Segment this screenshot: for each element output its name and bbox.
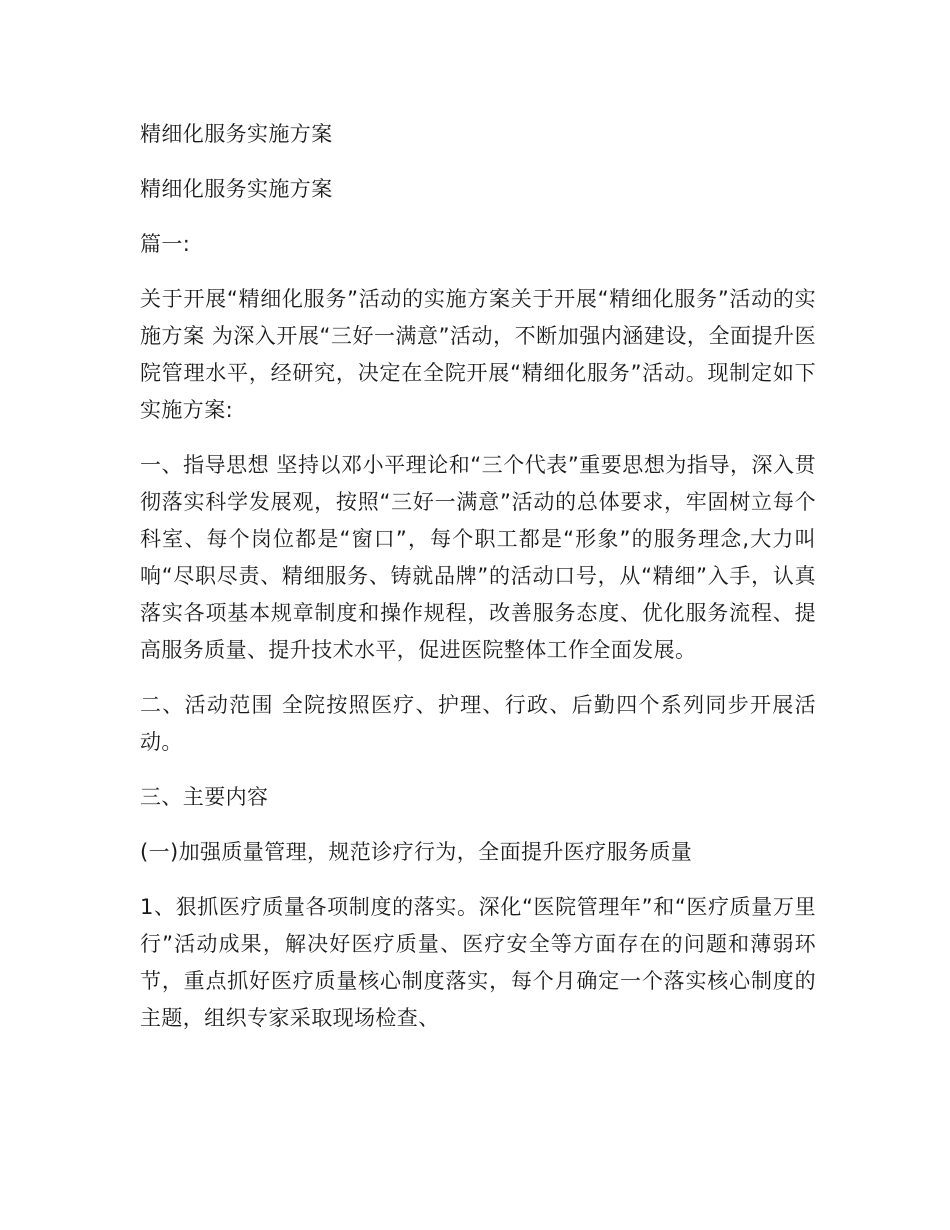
section-label: 篇一: (140, 232, 191, 256)
paragraph-intro: 关于开展“精细化服务”活动的实施方案关于开展“精细化服务”活动的实施方案 为深入开展“三好一满意”活动，不断加强内涵建设，全面提升医院管理水平，经研究，决定在全院开展“精细化服务”活动。现制定如下实施方案: (140, 287, 816, 422)
paragraph-quality-system: 1、狠抓医疗质量各项制度的落实。深化“医院管理年”和“医疗质量万里行”活动成果，解决好医疗质量、医疗安全等方面存在的问题和薄弱环节，重点抓好医疗质量核心制度落实，每个月确定一个落实核心制度的主题，组织专家采取现场检查、 (140, 895, 816, 1030)
document-subtitle: 精细化服务实施方案 (140, 177, 333, 201)
heading-main-content: 三、主要内容 (140, 785, 269, 809)
document-title: 精细化服务实施方案 (140, 122, 333, 146)
heading-quality-management: (一)加强质量管理，规范诊疗行为，全面提升医疗服务质量 (140, 840, 693, 864)
document-body (140, 116, 816, 1055)
paragraph-guiding-thought: 一、指导思想 坚持以邓小平理论和“三个代表”重要思想为指导，深入贯彻落实科学发展观，按照“三好一满意”活动的总体要求，牢固树立每个科室、每个岗位都是“窗口”，每个职工都是“形象”的服务理念,大力叫响“尽职尽责、精细服务、铸就品牌”的活动口号，从“精细”入手，认真落实各项基本规章制度和操作规程，改善服务态度、优化服务流程、提高服务质量、提升技术水平，促进医院整体工作全面发展。 (140, 453, 816, 662)
paragraph-scope: 二、活动范围 全院按照医疗、护理、行政、后勤四个系列同步开展活动。 (140, 693, 816, 754)
